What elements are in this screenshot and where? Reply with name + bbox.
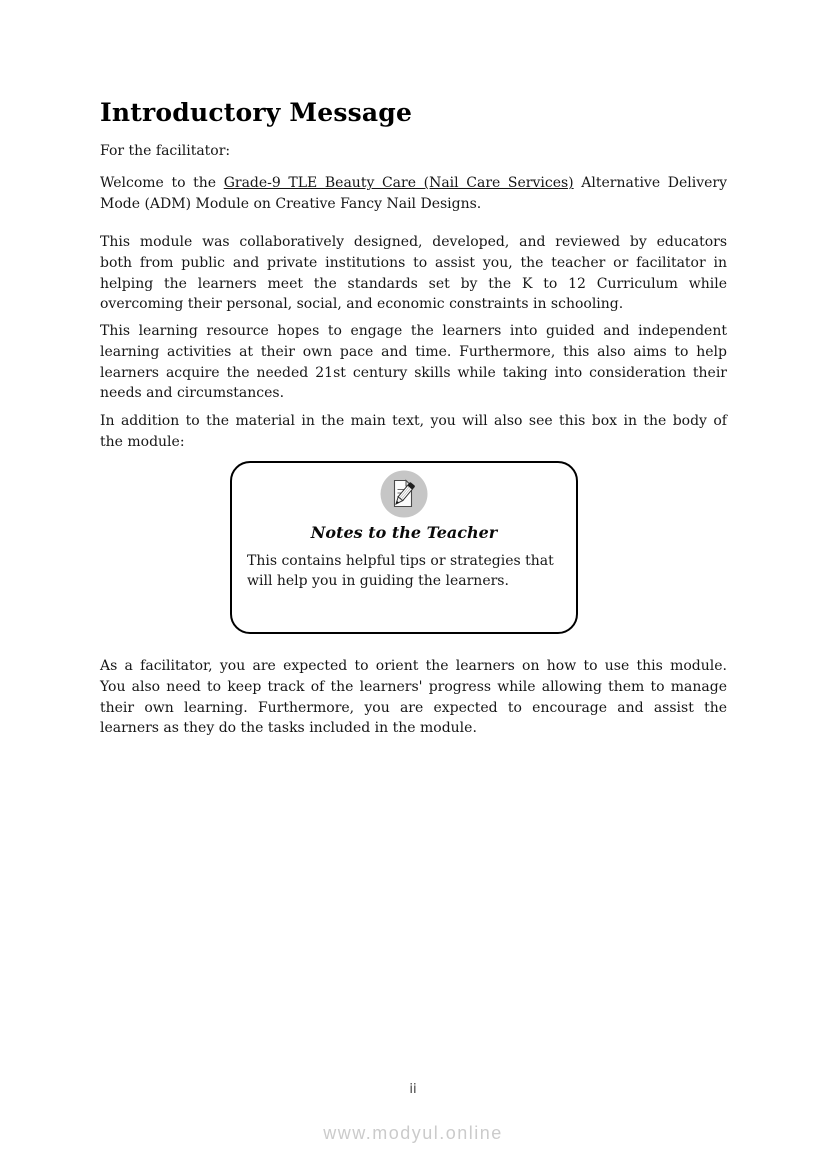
welcome-text-post: Alternative Delivery	[573, 175, 728, 191]
welcome-line-2: Mode (ADM) Module on Creative Fancy Nail Designs.	[100, 195, 482, 212]
notes-to-teacher-box	[230, 461, 578, 634]
watermark: www.modyul.online	[323, 1123, 503, 1143]
paragraph-line: learning activities at their own pace and time. Furthermore, this also aims to help	[100, 343, 727, 360]
paragraph-line: needs and circumstances.	[100, 385, 285, 402]
paragraph-line: the module:	[100, 433, 185, 450]
paragraph-welcome	[100, 173, 727, 215]
notes-box-text	[247, 551, 570, 591]
welcome-line-1	[100, 173, 727, 194]
paragraph-line: both from public and private institutions to assist you, the teacher or facilitator in	[100, 254, 727, 271]
welcome-text-pre: Welcome to the	[100, 175, 224, 191]
paragraph-line: overcoming their personal, social, and economic constraints in schooling.	[100, 296, 624, 313]
paragraph-line: As a facilitator, you are expected to orient the learners on how to use this module.	[100, 658, 727, 674]
page-number: ii	[409, 1082, 417, 1097]
paragraph-collab	[100, 232, 727, 315]
notes-box-text-line: will help you in guiding the learners.	[247, 573, 509, 589]
paragraph-line: helping the learners meet the standards set by the K to 12 Curriculum while	[100, 275, 727, 292]
notes-box-text-line: This contains helpful tips or strategies that	[247, 553, 554, 569]
paragraph-resource	[100, 321, 727, 404]
salutation-line: For the facilitator:	[100, 143, 231, 159]
paragraph-line: This module was collaboratively designed, developed, and reviewed by educators	[100, 234, 727, 250]
welcome-underlined-text: Grade-9 TLE Beauty Care (Nail Care Services)	[223, 175, 574, 191]
paragraph-facilitator	[100, 656, 727, 739]
notepad-pencil-icon	[380, 470, 428, 518]
paragraph-line: You also need to keep track of the learners' progress while allowing them to manage	[100, 678, 727, 695]
paragraph-addition	[100, 411, 727, 453]
notes-box-title: Notes to the Teacher	[310, 523, 498, 542]
paragraph-line: their own learning. Furthermore, you are expected to encourage and assist the	[100, 699, 727, 716]
paragraph-line: This learning resource hopes to engage the learners into guided and independent	[100, 323, 727, 339]
paragraph-line: learners as they do the tasks included in the module.	[100, 720, 477, 737]
paragraph-line: In addition to the material in the main text, you will also see this box in the body of	[100, 413, 727, 429]
paragraph-line: learners acquire the needed 21st century skills while taking into consideration their	[100, 364, 727, 381]
salutation	[100, 141, 727, 162]
page-title: Introductory Message	[100, 98, 413, 127]
